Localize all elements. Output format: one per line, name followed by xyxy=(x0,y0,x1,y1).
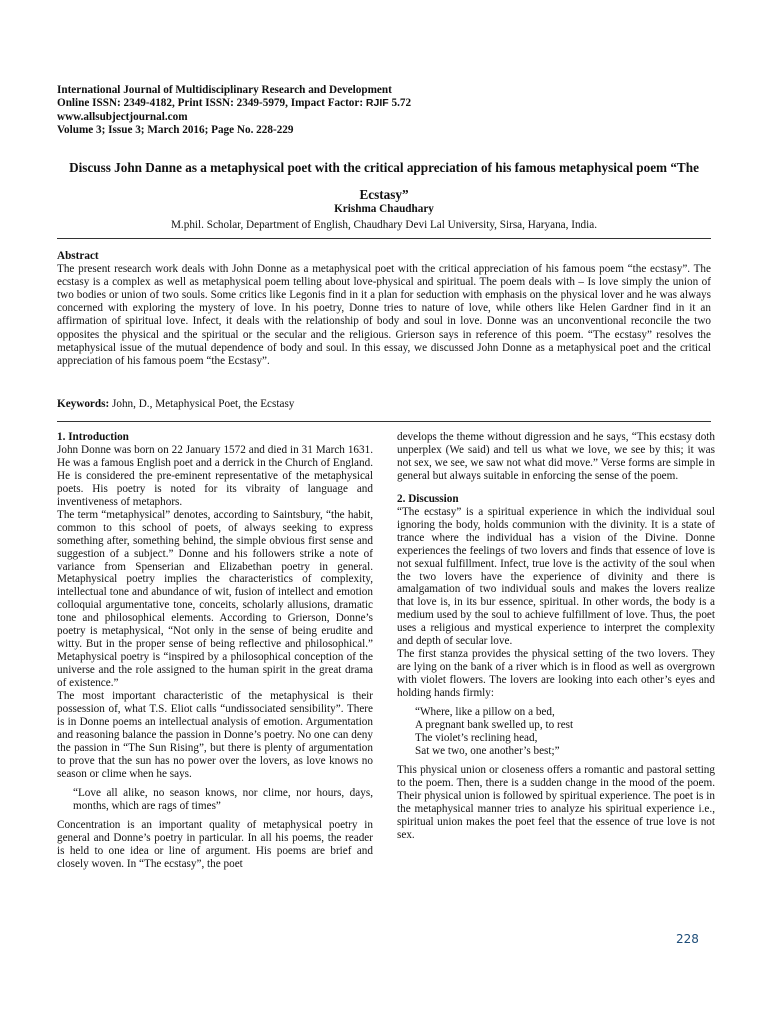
introduction-paragraph: The most important characteristic of the metaphysical is their possession of, what T.S. Eliot calls “undissociated sensibility”. There is in Donne poems an intellectual analysis of emotion. Argumentation and reasoning balance the passion in Donne’s poetry. No one can deny the passion in “The Sun Rising”, but there is plenty of argumentation to prove that the sun has no power over the lovers, as love knows no season or clime when he says. xyxy=(57,690,373,780)
body-paragraph: develops the theme without digression and he says, “This ecstasy doth unperplex (We said) and tell us what we love, we see by this; it was not sex, we see, we saw not what did move.” Verse forms are simple in general but always suitable in enforcing the sense of the poem. xyxy=(397,431,715,482)
block-quote: “Love all alike, no season knows, nor clime, nor hours, days, months, which are rags of times” xyxy=(73,786,373,812)
introduction-heading: 1. Introduction xyxy=(57,431,129,443)
keywords-label: Keywords: xyxy=(57,398,110,410)
introduction-paragraph: John Donne was born on 22 January 1572 and died in 31 March 1631. He was a famous English poet and a derrick in the Church of England. He is considered the pre-eminent representative of the metaphysical poets. His poetry is noted for its vibraity of language and inventiveness of metaphors. xyxy=(57,443,373,508)
rjif-label: RJIF xyxy=(365,97,389,110)
journal-header xyxy=(57,84,657,137)
introduction-paragraph: The term “metaphysical” denotes, according to Saintsbury, “the habit, common to this school of poets, of always seeking to express something after, something behind, the simple obvious first sense and suggestion of a subject.” Donne and his followers strike a note of variance from Spenserian and Elizabethan poetry in general. Metaphysical poetry implies the characteristics of complexity, intellectual tone and abundance of wit, fusion of intellect and emotion colloquial argumentative tone, conceits, scholarly allusions, dramatic tone and philosophical elements. According to Grierson, Donne’s poetry is metaphysical, “Not only in the sense of being erudite and witty. But in the proper sense of being reflective and philosophical.” Metaphysical poetry is “inspired by a philosophical conception of the universe and the role assigned to the human spirit in the great drama of existence.” xyxy=(57,508,373,690)
article-title: Discuss John Danne as a metaphysical poet with the critical appreciation of his famous metaphysical poem “The Ecstasy” xyxy=(69,160,699,202)
discussion-paragraph: “The ecstasy” is a spiritual experience in which the individual soul ignoring the body, holds communion with the divinity. It is a state of trance where the individual has a vision of the Divine. Donne experiences the feelings of two lovers and finds that essence of love is not sexual fulfillment. Infect, true love is the activity of the soul when the two lovers have the experience of divinity and there is amalgamation of two individual souls and makes the lovers realize that love is, in its bur essence, spiritual. In other words, the body is a medium used by the soul to achieve fulfillment of love. Thus, the poet uses a religious and mystical experience to interpret the complexity and depth of secular love. xyxy=(397,505,715,648)
discussion-paragraph: This physical union or closeness offers a romantic and pastoral setting to the poem. Then, there is a sudden change in the mood of the poem. Their physical union is followed by spiritual experience. The poet is in the metaphysical manner tries to analyze his spiritual experience i.e., spiritual union makes the poet feel that the essence of true love is not sex. xyxy=(397,763,715,841)
poem-line: A pregnant bank swelled up, to rest xyxy=(415,719,574,732)
right-column xyxy=(397,431,715,842)
top-divider xyxy=(57,238,711,239)
journal-website: www.allsubjectjournal.com xyxy=(57,110,188,123)
introduction-paragraph: Concentration is an important quality of metaphysical poetry in general and Donne’s poetry in particular. In all his poems, the reader is held to one idea or line of argument. His poems are brief and closely woven. In “The ecstasy”, the poet xyxy=(57,818,373,870)
journal-name: International Journal of Multidisciplinary Research and Development xyxy=(57,84,392,96)
keywords-text: John, D., Metaphysical Poet, the Ecstasy xyxy=(109,398,295,410)
keywords-line xyxy=(57,398,711,410)
poem-line: Sat we two, one another’s best;” xyxy=(415,744,560,757)
discussion-heading: 2. Discussion xyxy=(397,492,459,505)
body-divider xyxy=(57,421,711,422)
journal-issn: Online ISSN: 2349-4182, Print ISSN: 2349-5979, Impact Factor: RJIF 5.72 xyxy=(57,97,412,110)
left-column xyxy=(57,431,373,870)
article-affiliation: M.phil. Scholar, Department of English, Chaudhary Devi Lal University, Sirsa, Haryana, India. xyxy=(170,219,598,231)
poem-line: The violet’s reclining head, xyxy=(415,731,538,744)
poem-excerpt xyxy=(415,706,715,758)
page-number: 228 xyxy=(676,932,699,946)
discussion-paragraph: The first stanza provides the physical setting of the two lovers. They are lying on the bank of a river which is in flood as well as overgrown with violet flowers. The lovers are looking into each other’s eyes and holding hands firmly: xyxy=(397,648,715,700)
abstract-section xyxy=(57,250,711,368)
abstract-text: The present research work deals with John Donne as a metaphysical poet with the critical appreciation of his famous poem “the ecstasy”. The ecstasy is a complex as well as metaphysical poem telling about love-physical and spiritual. The poem deals with – Is love simply the union of two bodies or union of two souls. Some critics like Legonis find in it a plan for seduction with emphasis on the physical lover and he was always concerned with exploring the mystery of love. In his poetry, Donne tries to nature of love, while others like Helen Gardner find in it an affirmation of spiritual love. Infect, it deals with the relationship of body and soul in love. Donne was an unconventional reconcile the two opposites the physical and the spiritual or the secular and the religious. Grierson says in reference of this poem. “The ecstasy” resolves the metaphysical issue of the mutual dependence of body and soul. In this essay, we discussed John Donne as a metaphysical poet and the critical appreciation of his famous poem “the Ecstasy”. xyxy=(57,263,711,367)
article-author: Krishma Chaudhary xyxy=(334,203,434,215)
journal-volume: Volume 3; Issue 3; March 2016; Page No. 228-229 xyxy=(57,123,294,136)
abstract-heading: Abstract xyxy=(57,250,99,262)
poem-line: “Where, like a pillow on a bed, xyxy=(415,706,555,719)
